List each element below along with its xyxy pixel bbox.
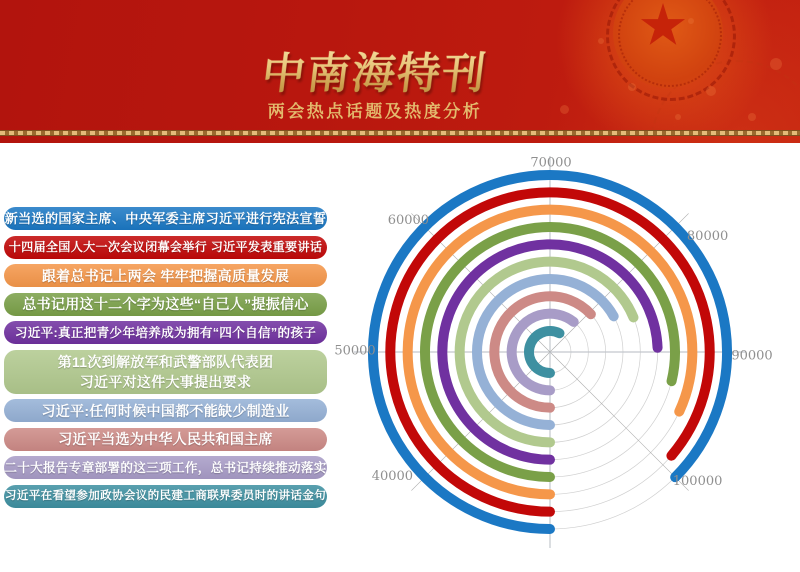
topic-pill-1 [4, 207, 327, 230]
page-title: 中南海特刊 [0, 40, 754, 101]
tick-label-90000: 90000 [731, 348, 773, 364]
tick-label-80000: 80000 [686, 228, 729, 244]
tick-label-70000: 70000 [530, 155, 572, 171]
topic-pill-6 [4, 350, 327, 394]
confetti-dot [688, 18, 694, 24]
topic-pill-7-line: 习近平:任何时候中国都不能缺少制造业 [41, 402, 290, 419]
tick-label-50000: 50000 [334, 343, 376, 359]
tick-label-60000: 60000 [387, 212, 430, 228]
topic-pill-6-line: 习近平对这件大事提出要求 [79, 373, 252, 390]
topic-pill-2 [4, 236, 327, 259]
gold-divider [0, 130, 800, 136]
topic-pill-6-line: 第11次到解放军和武警部队代表团 [57, 353, 274, 370]
topic-pill-10 [4, 485, 327, 508]
tick-label-40000: 40000 [371, 469, 414, 485]
topic-pill-3-line: 跟着总书记上两会 牢牢把握高质量发展 [41, 267, 290, 284]
topic-pill-4-line: 总书记用这十二个字为这些“自己人”提振信心 [22, 296, 309, 312]
topic-pill-3 [4, 264, 327, 287]
topic-pill-5 [4, 321, 327, 344]
header-banner [0, 0, 800, 143]
topic-pill-2-line: 十四届全国人大一次会议闭幕会举行 习近平发表重要讲话 [8, 240, 323, 254]
topic-pill-10-line: 习近平在看望参加政协会议的民建工商联界委员时的讲话金句 [4, 489, 327, 502]
topic-pill-4 [4, 293, 327, 316]
tick-label-100000: 100000 [672, 474, 723, 490]
topic-pill-9-line: 二十大报告专章部署的这三项工作，总书记持续推动落实 [4, 460, 327, 475]
topic-pill-9 [4, 456, 327, 479]
page-subtitle: 两会热点话题及热度分析 [267, 102, 483, 121]
confetti-dot [770, 58, 782, 70]
topic-pill-1-line: 新当选的国家主席、中央军委主席习近平进行宪法宣誓 [4, 210, 327, 226]
topic-list [4, 207, 327, 508]
topic-pill-8 [4, 428, 327, 451]
topic-pill-5-line: 习近平:真正把青少年培养成为拥有“四个自信”的孩子 [14, 325, 317, 340]
topic-pill-7 [4, 399, 327, 422]
topic-pill-8-line: 习近平当选为中华人民共和国主席 [58, 431, 273, 447]
radial-chart-svg [330, 142, 800, 572]
axis-spoke [550, 352, 689, 491]
